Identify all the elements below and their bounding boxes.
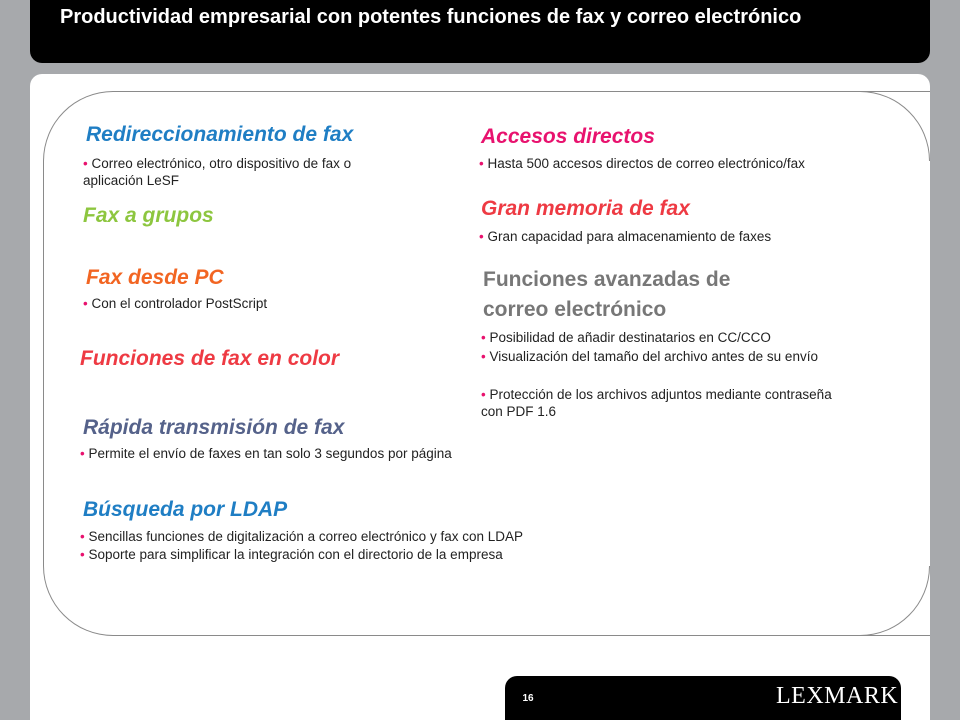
bullet-text: Gran capacidad para almacenamiento de faxes: [487, 229, 772, 244]
bullet-fax-desde-pc: [83, 295, 413, 312]
bullet-marker: •: [481, 387, 486, 402]
bullet-avanzadas-1: [481, 329, 851, 346]
bullet-marker: •: [479, 229, 484, 244]
heading-rapida-transmision: Rápida transmisión de fax: [83, 416, 345, 439]
bullet-marker: •: [481, 349, 486, 364]
heading-busqueda-ldap: Búsqueda por LDAP: [83, 498, 288, 521]
bullet-marker: •: [83, 296, 88, 311]
heading-accesos-directos: Accesos directos: [481, 125, 655, 148]
slide-title: Productividad empresarial con potentes funciones de fax y correo electrónico: [60, 6, 802, 28]
bullet-ldap-1: [80, 528, 640, 545]
bullet-redireccionamiento: [83, 155, 413, 189]
bullet-text: Protección de los archivos adjuntos mediante contraseña con PDF 1.6: [481, 387, 832, 419]
bullet-rapida-transmision: [80, 445, 480, 462]
bullet-marker: •: [80, 446, 85, 461]
bullet-text: Correo electrónico, otro dispositivo de fax o aplicación LeSF: [83, 156, 352, 188]
bullet-marker: •: [479, 156, 484, 171]
bullet-avanzadas-2: [481, 348, 851, 365]
bullet-text: Sencillas funciones de digitalización a correo electrónico y fax con LDAP: [88, 529, 523, 544]
bullet-text: Permite el envío de faxes en tan solo 3 segundos por página: [88, 446, 452, 461]
bullet-text: Soporte para simplificar la integración con el directorio de la empresa: [88, 547, 503, 562]
heading-funciones-avanzadas-line2: correo electrónico: [483, 298, 667, 321]
bullet-marker: •: [80, 547, 85, 562]
page-number: 16: [522, 693, 534, 704]
logo-text: LEXMARK: [776, 683, 899, 709]
heading-fax-a-grupos: Fax a grupos: [83, 204, 214, 227]
bullet-gran-memoria: [479, 228, 879, 245]
bullet-text: Posibilidad de añadir destinatarios en CC/CCO: [489, 330, 771, 345]
lexmark-logo: [776, 683, 898, 710]
bullet-text: Visualización del tamaño del archivo antes de su envío: [489, 349, 818, 364]
bullet-ldap-2: [80, 546, 640, 563]
bullet-text: Con el controlador PostScript: [91, 296, 268, 311]
bullet-marker: •: [80, 529, 85, 544]
heading-redireccionamiento: Redireccionamiento de fax: [86, 123, 354, 146]
heading-gran-memoria: Gran memoria de fax: [481, 197, 690, 220]
bullet-text: Hasta 500 accesos directos de correo electrónico/fax: [487, 156, 805, 171]
bullet-accesos-directos: [479, 155, 879, 172]
bullet-avanzadas-3: [481, 386, 851, 420]
bullet-marker: •: [83, 156, 88, 171]
heading-fax-color: Funciones de fax en color: [80, 347, 340, 370]
bullet-marker: •: [481, 330, 486, 345]
heading-funciones-avanzadas-line1: Funciones avanzadas de: [483, 268, 731, 291]
heading-fax-desde-pc: Fax desde PC: [86, 266, 224, 289]
